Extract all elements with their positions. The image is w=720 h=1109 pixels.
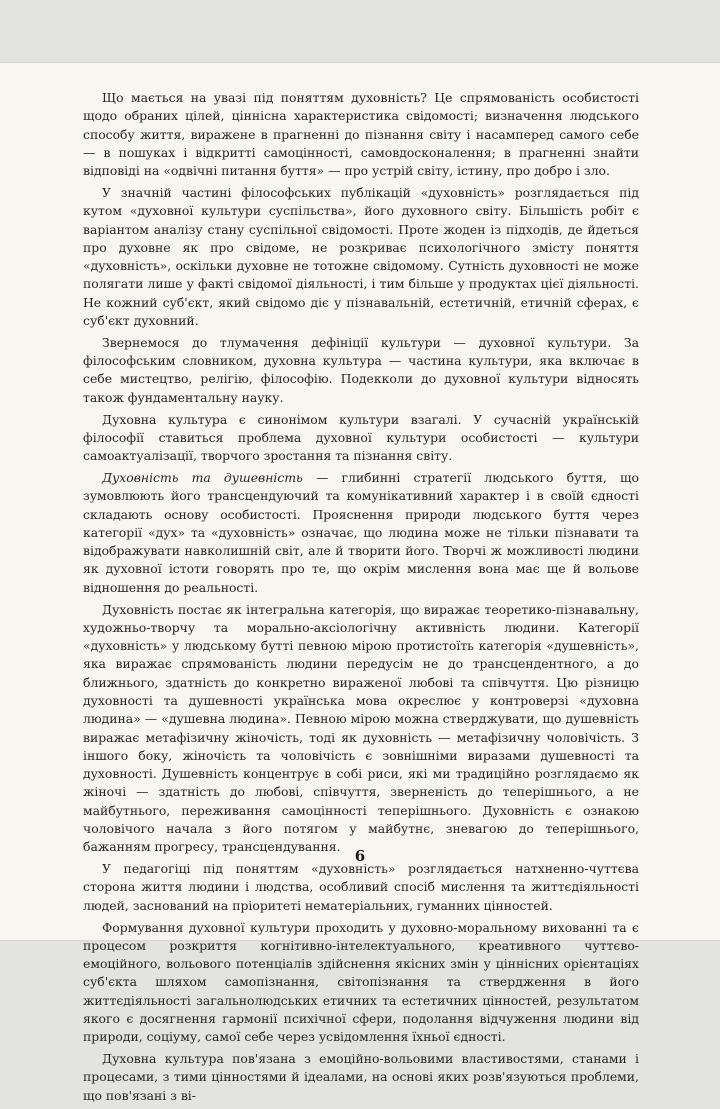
paragraph-4: Духовна культура є синонімом культури взагалі. У сучасній українській філософії ставиться проблема духовної культури особистості — культури самоактуалізації, творчого зростання та пізнання світу. bbox=[83, 411, 639, 464]
paragraph-5 bbox=[83, 469, 639, 597]
paragraph-1: Що мається на увазі під поняттям духовність? Це спрямованість особистості щодо обраних цілей, ціннісна характеристика свідомості; визначення людського способу життя, виражене в прагненні до пізнання світу і насамперед самого себе — в пошуках і відкритті самоцінності, самовдосконалення; в прагненні знайти відповіді на «одвічні питання буття» — про устрій світу, істину, про добро і зло. bbox=[83, 90, 639, 179]
paragraph-6: Духовність постає як інтегральна категорія, що виражає теоретико-пізнавальну, художньо-творчу та морально-аксіологічну активність людини. Категорії «духовність» у людському бутті певною мірою протистоїть категорія «душевність», яка виражає спрямованість людини передусім не до трансцендентного, а до ближнього, здатність до конкретно вираженої любові та співчуття. Цю різницю духовності та душевності українська мова окреслює у контроверзі «духовна людина» — «душевна людина». Певною мірою можна стверджувати, що душевність виражає метафізичну жіночість, тоді як духовність — метафізичну чоловічість. З іншого боку, жіночість та чоловічість є зовнішніми виразами душевності та духовності. Душевність концентрує в собі риси, які ми традиційно розглядаємо як жіночі — здатність до любові, співчуття, зверненість до теперішнього, а не майбутнього, переживання самоцінності теперішнього. Духовність є ознакою чоловічого начала з його потягом у майбутнє, зневагою до теперішнього, бажанням прогресу, трансцендування. bbox=[83, 601, 639, 855]
paragraph-5-text: — глибинні стратегії людського буття, що зумовлюють його трансцендуючий та комунікативний характер і в своїй єдності складають основу особистості. Прояснення природи людського буття через категорії «дух» та «духовність» означає, що людина може не тільки пізнавати та відображувати навколишній світ, але й творити його. Творчі ж можливості людини як духовної істоти говорять про те, що окрім мислення вона має ще й вольове відношення до реальності. bbox=[83, 469, 639, 595]
paragraph-3: Звернемося до тлумачення дефініції культури — духовної культури. За філософським словником, духовна культура — частина культури, яка включає в себе мистецтво, релігію, філософію. Подекколи до духовної культури відносять також фундаментальну науку. bbox=[83, 334, 639, 405]
book-page bbox=[0, 63, 720, 1103]
paragraph-8: Формування духовної культури проходить у духовно-моральному вихованні та є процесом розкриття когнітивно-інтелектуального, креативного чуттєво-емоційного, вольового потенціалів здійснення якісних змін у ціннісних орієнтаціях суб'єкта шляхом самопізнання, світопізнання та ствердження в його життєдіяльності загальнолюдських етичних та естетичних цінностей, результатом якого є досягнення гармонії психічної сфери, подолання відчуження людини від природи, соціуму, самої себе через усвідомлення їхньої єдності. bbox=[83, 919, 639, 1045]
paragraph-7: У педагогіці під поняттям «духовність» розглядається натхненно-чуттєва сторона життя людини і людства, особливий спосіб мислення та життєдіяльності людей, заснований на пріоритеті нематеріальних, гуманних цінностей. bbox=[83, 861, 639, 913]
paragraph-9: Духовна культура пов'язана з емоційно-вольовими властивостями, станами і процесами, з тими цінностями й ідеалами, на основі яких розв'язуються проблеми, що пов'язані з ві- bbox=[83, 1051, 639, 1103]
paragraph-2: У значній частині філософських публікацій «духовність» розглядається під кутом «духовної культури суспільства», його духовного світу. Більшість робіт є варіантом аналізу стану суспільної свідомості. Проте жоден із підходів, де йдеться про духовне як про свідоме, не розкриває психологічного змісту поняття «духовність», оскільки духовне не тотожне свідомому. Сутність духовності не може полягати лише у факті свідомої діяльності, і тим більше у продуктах цієї діяльності. Не кожний суб'єкт, який свідомо діє у пізнавальній, естетичній, етичній сферах, є суб'єкт духовний. bbox=[83, 184, 639, 329]
italic-term: Духовність та душевність bbox=[102, 469, 303, 485]
page-number: 6 bbox=[354, 847, 366, 865]
body-text bbox=[83, 89, 639, 1109]
